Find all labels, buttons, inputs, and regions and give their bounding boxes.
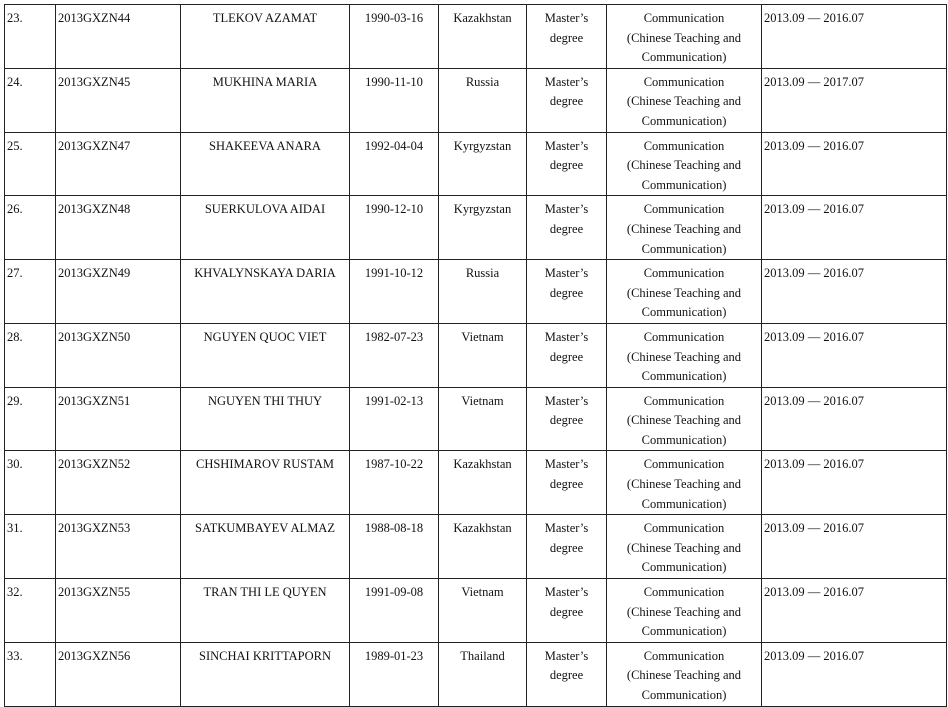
degree-line: Master’s [544,457,589,472]
student-id-cell: 2013GXZN47 [56,132,181,196]
country-cell: Russia [439,260,527,324]
major-cell [607,387,762,451]
degree-line: degree [549,285,584,300]
degree-line: degree [549,158,584,173]
study-period-cell: 2013.09 — 2016.07 [762,642,947,706]
table-row [5,515,947,579]
major-line: Communication) [641,369,727,384]
country-cell: Vietnam [439,579,527,643]
country-cell: Kazakhstan [439,515,527,579]
major-cell [607,132,762,196]
student-id-cell: 2013GXZN44 [56,5,181,69]
table-row [5,260,947,324]
row-number: 32. [5,579,56,643]
table-row [5,68,947,132]
row-number: 25. [5,132,56,196]
study-period-cell: 2013.09 — 2016.07 [762,5,947,69]
degree-line: degree [549,30,584,45]
degree-cell [527,579,607,643]
birth-date-cell: 1991-02-13 [350,387,439,451]
study-period-cell: 2013.09 — 2016.07 [762,132,947,196]
study-period-cell: 2013.09 — 2016.07 [762,579,947,643]
birth-date-cell: 1987-10-22 [350,451,439,515]
student-id-cell: 2013GXZN52 [56,451,181,515]
degree-cell [527,5,607,69]
major-line: (Chinese Teaching and [626,540,742,555]
table-row [5,642,947,706]
major-cell [607,451,762,515]
degree-line: degree [549,221,584,236]
degree-cell [527,68,607,132]
major-line: (Chinese Teaching and [626,158,742,173]
major-line: Communication) [641,688,727,702]
row-number: 27. [5,260,56,324]
major-cell [607,68,762,132]
major-line: (Chinese Teaching and [626,477,742,492]
student-id-cell: 2013GXZN45 [56,68,181,132]
student-name-cell: SUERKULOVA AIDAI [181,196,350,260]
major-line: Communication) [641,113,727,128]
student-name-cell: NGUYEN QUOC VIET [181,323,350,387]
table-row [5,323,947,387]
country-cell: Thailand [439,642,527,706]
study-period-cell: 2013.09 — 2016.07 [762,260,947,324]
country-cell: Kazakhstan [439,5,527,69]
student-name-cell: SINCHAI KRITTAPORN [181,642,350,706]
degree-line: Master’s [544,266,589,281]
degree-line: degree [549,413,584,428]
student-name-cell: CHSHIMAROV RUSTAM [181,451,350,515]
student-id-cell: 2013GXZN51 [56,387,181,451]
study-period-cell: 2013.09 — 2016.07 [762,323,947,387]
student-id-cell: 2013GXZN49 [56,260,181,324]
birth-date-cell: 1991-10-12 [350,260,439,324]
row-number: 31. [5,515,56,579]
birth-date-cell: 1982-07-23 [350,323,439,387]
birth-date-cell: 1992-04-04 [350,132,439,196]
row-number: 30. [5,451,56,515]
birth-date-cell: 1989-01-23 [350,642,439,706]
major-line: (Chinese Teaching and [626,349,742,364]
table-row [5,387,947,451]
row-number: 29. [5,387,56,451]
major-line: Communication [643,11,725,25]
birth-date-cell: 1990-11-10 [350,68,439,132]
student-name-cell: TRAN THI LE QUYEN [181,579,350,643]
degree-cell [527,451,607,515]
major-line: (Chinese Teaching and [626,668,742,683]
row-number: 33. [5,642,56,706]
major-line: Communication) [641,624,727,639]
student-id-cell: 2013GXZN53 [56,515,181,579]
table-row [5,451,947,515]
major-line: (Chinese Teaching and [626,413,742,428]
table-row [5,196,947,260]
country-cell: Russia [439,68,527,132]
degree-line: Master’s [544,202,589,217]
major-line: Communication) [641,50,727,65]
degree-line: Master’s [544,648,589,663]
major-line: (Chinese Teaching and [626,94,742,109]
degree-line: Master’s [544,521,589,536]
country-cell: Kyrgyzstan [439,132,527,196]
student-id-cell: 2013GXZN50 [56,323,181,387]
student-name-cell: KHVALYNSKAYA DARIA [181,260,350,324]
major-line: Communication) [641,560,727,575]
major-cell [607,515,762,579]
student-id-cell: 2013GXZN55 [56,579,181,643]
major-line: Communication [643,74,725,89]
major-line: Communication) [641,177,727,192]
birth-date-cell: 1990-12-10 [350,196,439,260]
major-line: (Chinese Teaching and [626,30,742,45]
major-line: Communication [643,266,725,281]
country-cell: Kyrgyzstan [439,196,527,260]
table-row [5,5,947,69]
major-line: Communication) [641,432,727,447]
study-period-cell: 2013.09 — 2017.07 [762,68,947,132]
major-line: (Chinese Teaching and [626,221,742,236]
major-line: (Chinese Teaching and [626,285,742,300]
degree-cell [527,387,607,451]
major-line: Communication [643,457,725,472]
degree-line: Master’s [544,393,589,408]
row-number: 26. [5,196,56,260]
degree-line: Master’s [544,585,589,600]
major-line: Communication) [641,241,727,256]
degree-line: degree [549,540,584,555]
student-table [4,4,947,707]
student-name-cell: SATKUMBAYEV ALMAZ [181,515,350,579]
degree-line: Master’s [544,329,589,344]
degree-cell [527,132,607,196]
major-line: Communication) [641,305,727,320]
degree-cell [527,642,607,706]
major-cell [607,579,762,643]
study-period-cell: 2013.09 — 2016.07 [762,515,947,579]
country-cell: Vietnam [439,387,527,451]
major-cell [607,260,762,324]
degree-line: degree [549,668,584,683]
row-number: 23. [5,5,56,69]
major-line: Communication [643,138,725,153]
country-cell: Vietnam [439,323,527,387]
study-period-cell: 2013.09 — 2016.07 [762,196,947,260]
major-cell [607,196,762,260]
degree-line: Master’s [544,74,589,89]
major-line: Communication) [641,496,727,511]
degree-cell [527,196,607,260]
student-name-cell: TLEKOV AZAMAT [181,5,350,69]
degree-line: Master’s [544,138,589,153]
row-number: 28. [5,323,56,387]
study-period-cell: 2013.09 — 2016.07 [762,387,947,451]
table-body [5,5,947,707]
major-cell [607,323,762,387]
degree-line: degree [549,349,584,364]
student-name-cell: MUKHINA MARIA [181,68,350,132]
degree-cell [527,260,607,324]
table-row [5,132,947,196]
birth-date-cell: 1990-03-16 [350,5,439,69]
student-id-cell: 2013GXZN56 [56,642,181,706]
major-line: (Chinese Teaching and [626,604,742,619]
country-cell: Kazakhstan [439,451,527,515]
degree-line: Master’s [544,11,589,25]
degree-cell [527,515,607,579]
major-line: Communication [643,202,725,217]
major-line: Communication [643,329,725,344]
degree-cell [527,323,607,387]
major-line: Communication [643,521,725,536]
study-period-cell: 2013.09 — 2016.07 [762,451,947,515]
student-name-cell: SHAKEEVA ANARA [181,132,350,196]
major-line: Communication [643,393,725,408]
degree-line: degree [549,477,584,492]
birth-date-cell: 1991-09-08 [350,579,439,643]
student-id-cell: 2013GXZN48 [56,196,181,260]
major-line: Communication [643,585,725,600]
row-number: 24. [5,68,56,132]
major-cell [607,5,762,69]
degree-line: degree [549,604,584,619]
degree-line: degree [549,94,584,109]
major-line: Communication [643,648,725,663]
student-name-cell: NGUYEN THI THUY [181,387,350,451]
table-row [5,579,947,643]
birth-date-cell: 1988-08-18 [350,515,439,579]
major-cell [607,642,762,706]
